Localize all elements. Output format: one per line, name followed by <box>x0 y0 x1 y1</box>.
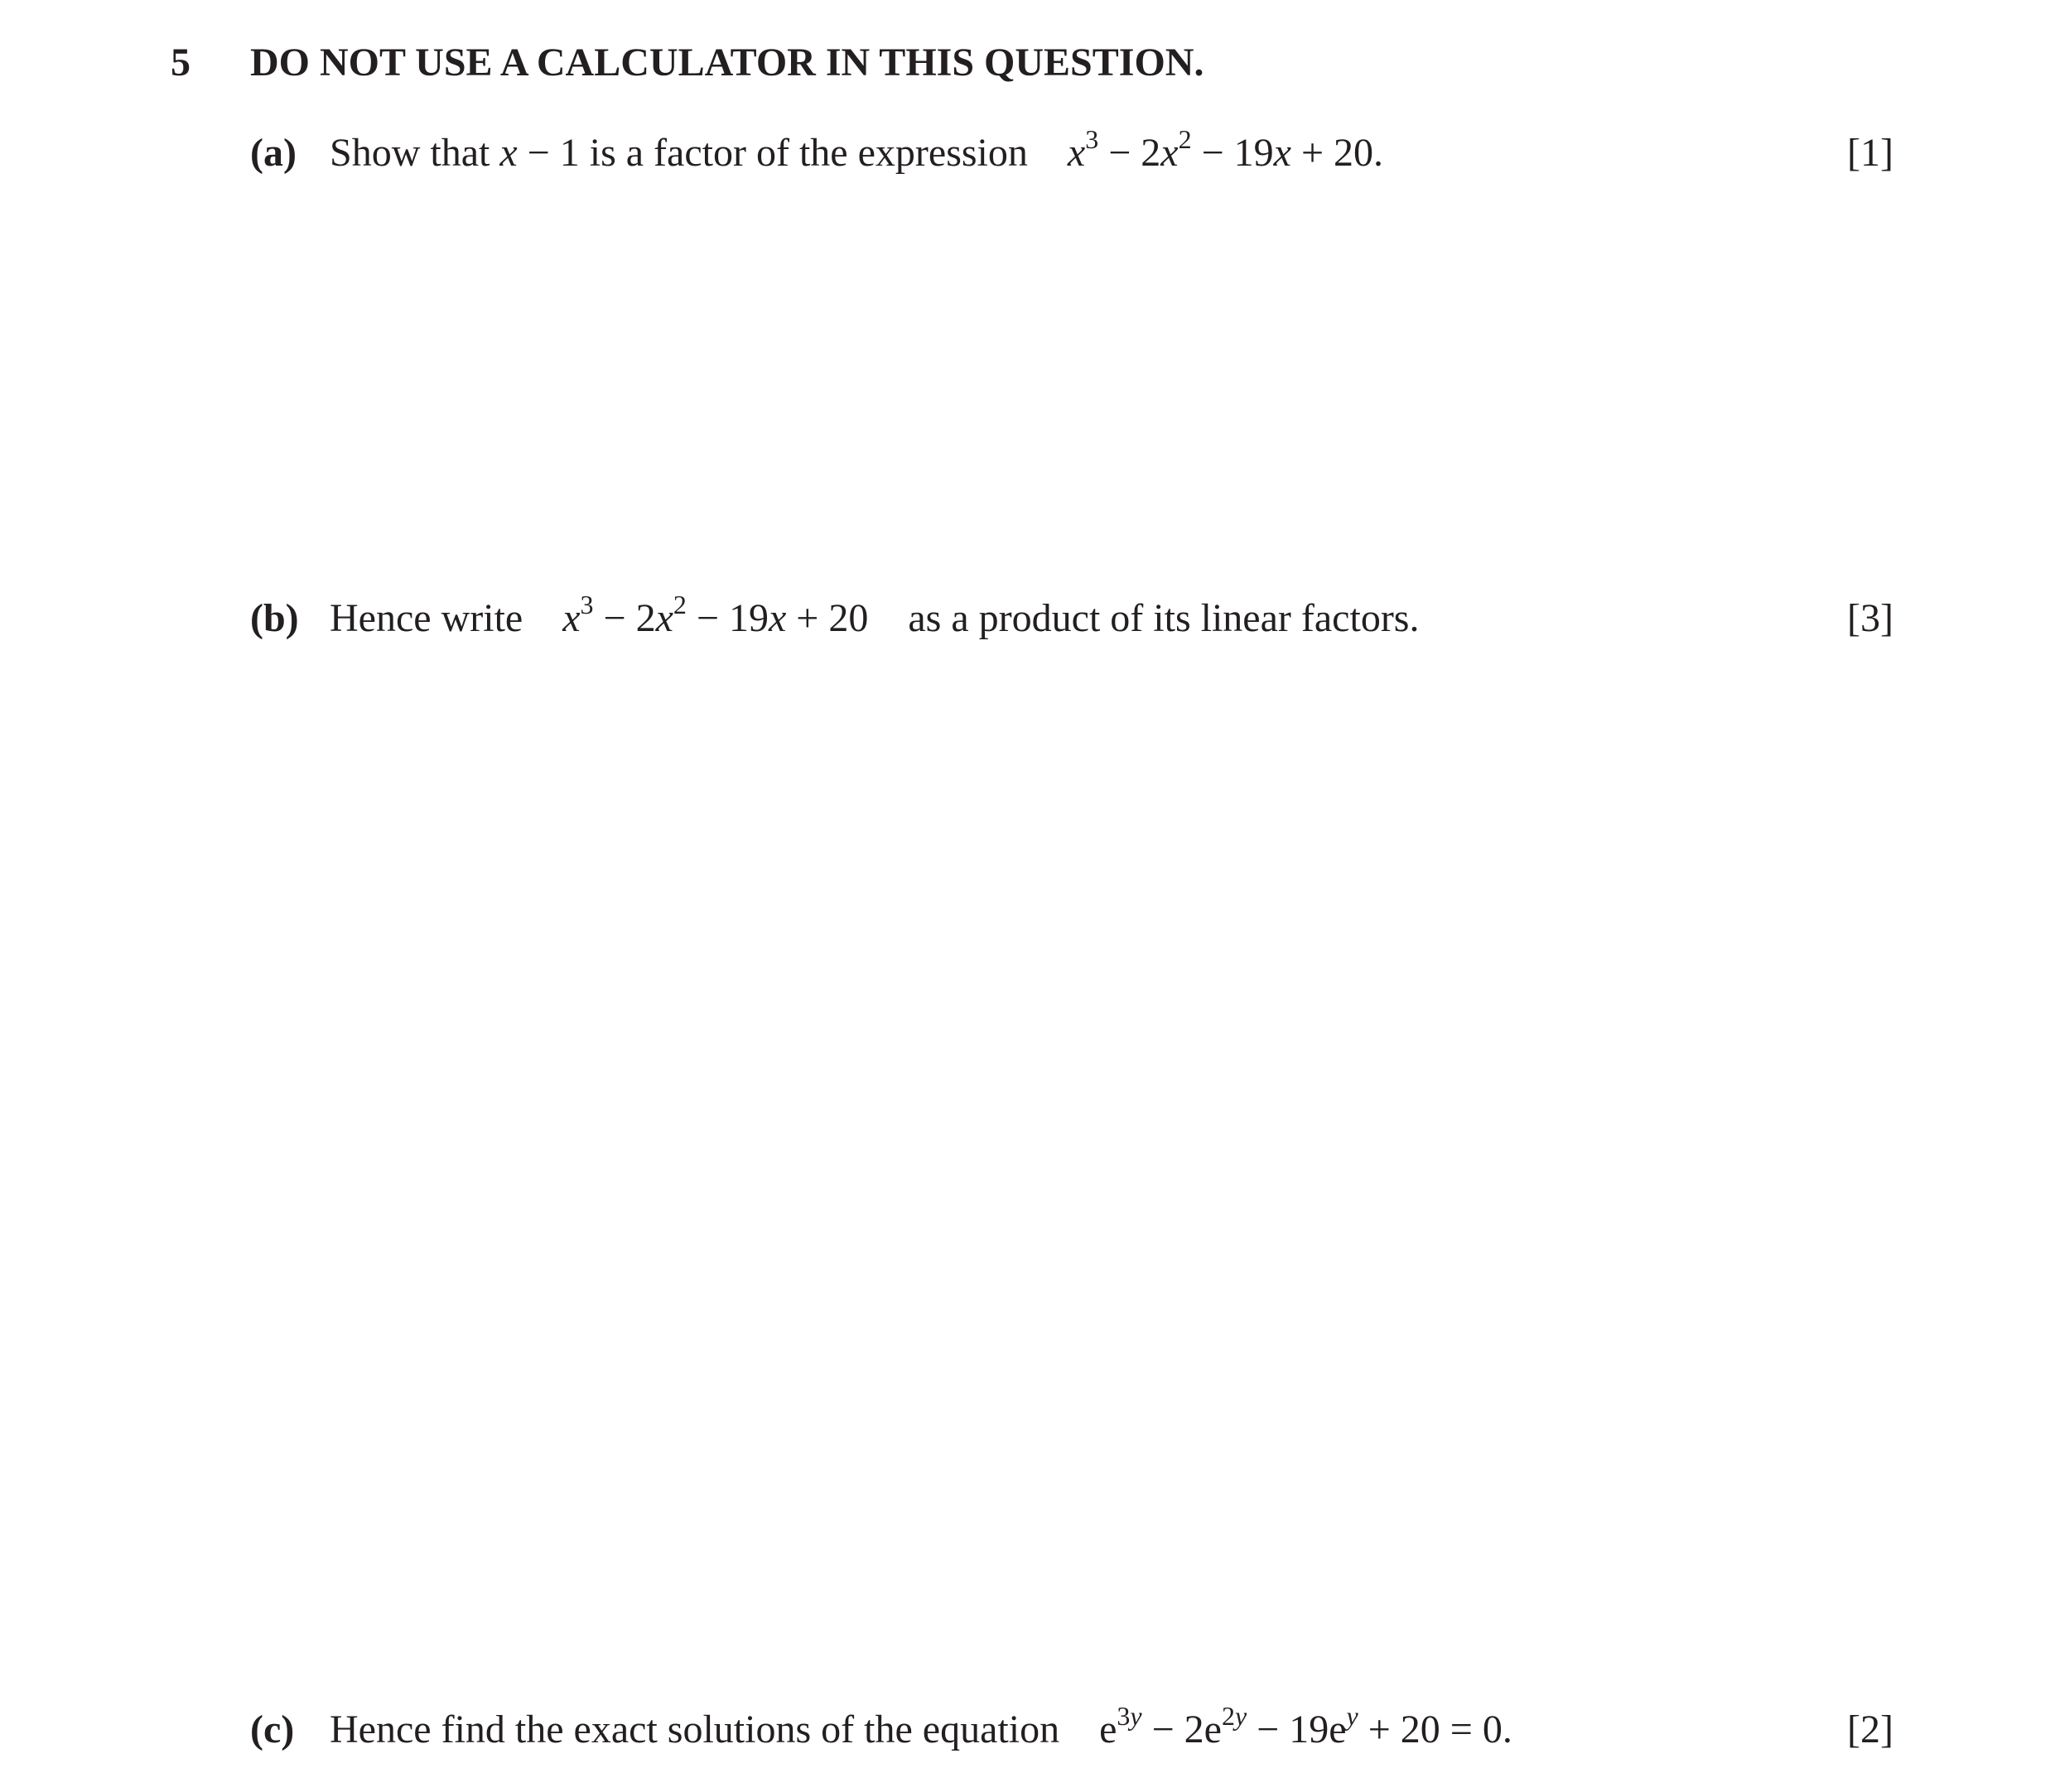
part-c-equation: $e^{3y} - 2e^{2y} - 19e^y + 20 = 0$. <box>1099 1701 1512 1751</box>
part-c-label: (c) <box>250 1708 295 1751</box>
part-a-marks: [1] <box>1847 131 1893 175</box>
part-b-text-after: as a product of its linear factors. <box>908 596 1420 640</box>
part-b-text-before: Hence write <box>330 596 523 640</box>
part-c-question <box>330 1701 1512 1759</box>
part-a-label: (a) <box>250 131 297 175</box>
part-b-question <box>330 590 1419 648</box>
part-b-marks: [3] <box>1847 596 1893 640</box>
part-a-text-middle: is a factor of the expression <box>589 131 1028 175</box>
question-number: 5 <box>171 41 191 84</box>
part-c <box>250 1701 1893 1759</box>
part-b-expression: $x^3 - 2x^2 - 19x + 20$ <box>562 590 869 640</box>
part-b <box>250 590 1893 648</box>
part-b-label: (b) <box>250 596 299 640</box>
part-a-expression: $x^3 - 2x^2 - 19x + 20$. <box>1067 124 1384 175</box>
part-a-question <box>330 124 1383 182</box>
part-a-text-before: Show that <box>330 131 490 175</box>
part-c-marks: [2] <box>1847 1708 1893 1751</box>
part-a-factor: x − 1 <box>499 131 580 175</box>
part-a <box>250 124 1893 182</box>
part-c-text-before: Hence find the exact solutions of the equation <box>330 1708 1060 1751</box>
calculator-instruction: DO NOT USE A CALCULATOR IN THIS QUESTION. <box>250 41 1204 84</box>
